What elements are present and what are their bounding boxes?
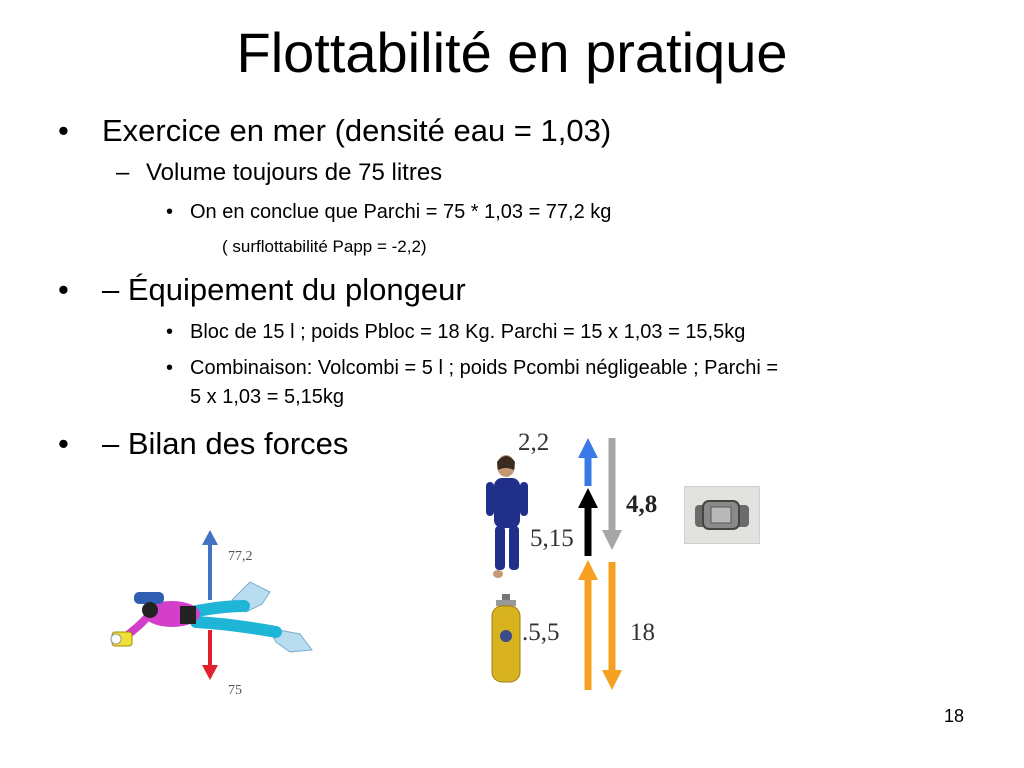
bullet-text: – Bilan des forces <box>102 426 349 461</box>
bullet-marker: • <box>166 201 174 223</box>
bullet-text: Combinaison: Volcombi = 5 l ; poids Pcombi négligeable ; Parchi = <box>190 357 779 379</box>
bullet-marker: • <box>166 357 174 379</box>
lead-weight-icon <box>685 487 759 543</box>
note-surflottabilite: ( surflottabilité Papp = -2,2) <box>222 237 427 256</box>
bullet-text: Volume toujours de 75 litres <box>146 159 443 186</box>
tank-illustration <box>492 594 520 682</box>
bullet-text: Bloc de 15 l ; poids Pbloc = 18 Kg. Parchi = 15 x 1,03 = 15,5kg <box>190 321 746 343</box>
lead-weight-photo <box>684 486 760 544</box>
page-number: 18 <box>943 706 964 726</box>
bullet-marker: – <box>116 159 130 186</box>
resultant-force-label: 4,8 <box>626 491 658 518</box>
bullet-text: 5 x 1,03 = 5,15kg <box>190 386 345 408</box>
bullet-text: – Équipement du plongeur <box>102 272 466 307</box>
up-force-label: 77,2 <box>228 549 253 564</box>
suit-buoyancy-arrow <box>578 488 598 556</box>
tank-weight-arrow <box>602 562 622 690</box>
suit-force-label: 5,15 <box>530 525 574 552</box>
tank-buoyancy-arrow <box>578 560 598 690</box>
bullet-text: On en conclue que Parchi = 75 * 1,03 = 77,2 kg <box>190 201 612 223</box>
bullet-marker: • <box>58 113 69 148</box>
bullet-marker: • <box>166 321 174 343</box>
bullet-text: Exercice en mer (densité eau = 1,03) <box>102 113 612 148</box>
tank-weight-label: 18 <box>630 619 655 646</box>
surflottabilite-arrow <box>578 438 598 486</box>
standing-diver-illustration <box>486 455 528 578</box>
resultant-arrow <box>602 438 622 550</box>
top-force-label: 2,2 <box>518 429 550 456</box>
down-force-label: 75 <box>228 683 242 698</box>
slide-title: Flottabilité en pratique <box>236 21 788 84</box>
bullet-marker: • <box>58 426 69 461</box>
tank-buoyancy-label: .5,5 <box>522 619 560 646</box>
bullet-marker: • <box>58 272 69 307</box>
